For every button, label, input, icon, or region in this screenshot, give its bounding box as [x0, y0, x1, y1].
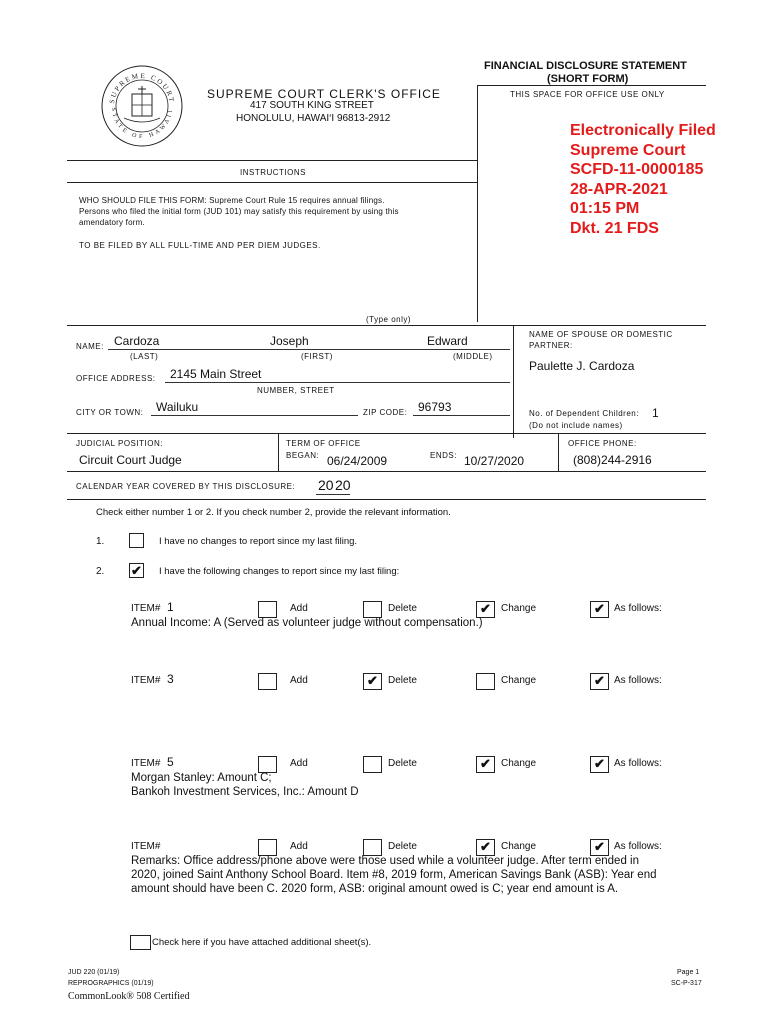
office-phone-label: OFFICE PHONE:: [568, 439, 637, 448]
instructions-top-border: [67, 160, 477, 161]
delete-checkbox[interactable]: [363, 756, 382, 773]
as-follows-checkbox[interactable]: ✔: [590, 756, 609, 773]
city-label: CITY OR TOWN:: [76, 408, 144, 417]
item-number[interactable]: 3: [167, 672, 174, 686]
add-checkbox[interactable]: [258, 756, 277, 773]
judicial-position-label: JUDICIAL POSITION:: [76, 439, 163, 448]
middle-caption: (MIDDLE): [453, 352, 493, 361]
as-follows-checkbox[interactable]: ✔: [590, 839, 609, 856]
delete-label: Delete: [388, 758, 417, 769]
supreme-court-seal: [100, 64, 184, 148]
as-follows-checkbox[interactable]: ✔: [590, 673, 609, 690]
phone-column-border: [558, 433, 559, 471]
office-use-label: THIS SPACE FOR OFFICE USE ONLY: [510, 90, 665, 99]
delete-checkbox[interactable]: ✔: [363, 673, 382, 690]
as-follows-label: As follows:: [614, 603, 662, 614]
office-address-line2: HONOLULU, HAWAI‘I 96813-2912: [236, 113, 391, 124]
first-caption: (FIRST): [301, 352, 333, 361]
who-should-file-line2: Persons who filed the initial form (JUD 101) may satisfy this requirement by using this: [79, 207, 399, 216]
office-phone-value[interactable]: (808)244-2916: [573, 453, 652, 467]
no-changes-label: I have no changes to report since my last filing.: [159, 536, 358, 547]
item-description-line[interactable]: Remarks: Office address/phone above were those used while a volunteer judge. After term ended in: [131, 855, 639, 867]
form-subtitle: (SHORT FORM): [547, 73, 629, 85]
electronic-filing-stamp: [570, 121, 716, 238]
name-label: NAME:: [76, 342, 104, 351]
attached-sheets-checkbox[interactable]: [130, 935, 151, 950]
ends-value[interactable]: 10/27/2020: [464, 454, 525, 468]
office-address-line1: 417 SOUTH KING STREET: [250, 100, 374, 111]
city-value[interactable]: Wailuku: [156, 400, 199, 414]
stamp-line: SCFD-11-0000185: [570, 161, 704, 178]
delete-checkbox[interactable]: [363, 601, 382, 618]
seal-top-text: SUPREME COURT: [108, 71, 176, 105]
instructions-divider: [67, 182, 477, 183]
office-name: SUPREME COURT CLERK'S OFFICE: [207, 87, 441, 101]
item-label: ITEM#: [131, 603, 161, 614]
position-section-border: [67, 433, 706, 434]
has-changes-checkbox[interactable]: ✔: [129, 563, 144, 578]
office-address-underline: [165, 382, 510, 383]
first-name-value[interactable]: Joseph: [270, 334, 309, 348]
zip-label: ZIP CODE:: [363, 408, 408, 417]
add-label: Add: [290, 603, 308, 614]
change-checkbox[interactable]: ✔: [476, 839, 495, 856]
who-should-file-line3: amendatory form.: [79, 218, 145, 227]
calendar-year-underline: [316, 494, 350, 495]
calendar-year-value[interactable]: 20: [335, 477, 351, 493]
judicial-position-value[interactable]: Circuit Court Judge: [79, 453, 182, 467]
item-label: ITEM#: [131, 758, 161, 769]
delete-label: Delete: [388, 841, 417, 852]
accessibility-certification: CommonLook® 508 Certified: [68, 991, 190, 1002]
dependents-label: No. of Dependent Children:: [529, 409, 639, 418]
item-number[interactable]: 1: [167, 600, 174, 614]
office-address-label: OFFICE ADDRESS:: [76, 374, 156, 383]
began-label: BEGAN:: [286, 451, 320, 460]
instructions-heading: INSTRUCTIONS: [240, 168, 306, 177]
who-should-file-line1: WHO SHOULD FILE THIS FORM: Supreme Court Rule 15 requires annual filings.: [79, 196, 385, 205]
form-code: SC-P-317: [671, 980, 702, 987]
item-description-line[interactable]: Morgan Stanley: Amount C;: [131, 772, 272, 784]
change-checkbox[interactable]: [476, 673, 495, 690]
change-label: Change: [501, 675, 537, 686]
changes-section-border: [67, 499, 706, 500]
stamp-line: 28-APR-2021: [570, 180, 668, 198]
change-label: Change: [501, 841, 537, 852]
type-only-note: (Type only): [366, 315, 412, 324]
spouse-name-value[interactable]: Paulette J. Cardoza: [529, 359, 635, 373]
has-changes-label: I have the following changes to report since my last filing:: [159, 566, 400, 577]
change-checkbox[interactable]: ✔: [476, 756, 495, 773]
last-name-value[interactable]: Cardoza: [114, 334, 160, 348]
spouse-column-border: [513, 325, 514, 438]
add-label: Add: [290, 758, 308, 769]
seal-bottom-text: STATE OF HAWAII: [109, 107, 175, 141]
item-description-line[interactable]: Annual Income: A (Served as volunteer judge without compensation.): [131, 617, 483, 629]
delete-label: Delete: [388, 603, 417, 614]
form-title: FINANCIAL DISCLOSURE STATEMENT: [484, 60, 687, 72]
office-use-left-border: [477, 85, 478, 322]
as-follows-label: As follows:: [614, 841, 662, 852]
term-of-office-label: TERM OF OFFICE: [286, 439, 361, 448]
add-label: Add: [290, 675, 308, 686]
office-use-top-border: [477, 85, 706, 86]
zip-value[interactable]: 96793: [418, 400, 452, 414]
spouse-label-line1: NAME OF SPOUSE OR DOMESTIC: [529, 330, 673, 339]
middle-name-value[interactable]: Edward: [427, 334, 468, 348]
attached-sheets-label: Check here if you have attached additional sheet(s).: [152, 937, 372, 948]
item-label: ITEM#: [131, 675, 161, 686]
calendar-year-prefix: 20: [318, 477, 334, 493]
page-number: Page 1: [677, 969, 700, 976]
as-follows-label: As follows:: [614, 675, 662, 686]
change-label: Change: [501, 603, 537, 614]
as-follows-checkbox[interactable]: ✔: [590, 601, 609, 618]
option2-number: 2.: [96, 566, 105, 577]
personal-section-border: [67, 325, 706, 326]
stamp-line: Electronically Filed: [570, 122, 716, 139]
delete-label: Delete: [388, 675, 417, 686]
zip-underline: [413, 415, 510, 416]
calendar-section-border: [67, 471, 706, 472]
no-changes-checkbox[interactable]: [129, 533, 144, 548]
reprographics-note: REPROGRAPHICS (01/19): [68, 980, 154, 987]
change-label: Change: [501, 758, 537, 769]
item-description-line[interactable]: amount should have been C. 2020 form, ASB: original amount owed is C; year end amount is A.: [131, 883, 619, 895]
began-value[interactable]: 06/24/2009: [327, 454, 388, 468]
item-label: ITEM#: [131, 841, 161, 852]
add-checkbox[interactable]: [258, 673, 277, 690]
office-address-value[interactable]: 2145 Main Street: [170, 367, 262, 381]
item-description-line[interactable]: Bankoh Investment Services, Inc.: Amount D: [131, 786, 359, 798]
form-id: JUD 220 (01/19): [68, 969, 120, 976]
ends-label: ENDS:: [430, 451, 457, 460]
dependents-note: (Do not include names): [529, 421, 623, 430]
check-instruction: Check either number 1 or 2. If you check number 2, provide the relevant information.: [96, 507, 451, 518]
stamp-line: Supreme Court: [570, 141, 686, 159]
calendar-year-label: CALENDAR YEAR COVERED BY THIS DISCLOSURE:: [76, 482, 296, 491]
stamp-line: 01:15 PM: [570, 200, 640, 217]
add-checkbox[interactable]: [258, 601, 277, 618]
last-caption: (LAST): [130, 352, 159, 361]
spouse-label-line2: PARTNER:: [529, 341, 573, 350]
number-street-caption: NUMBER, STREET: [257, 386, 335, 395]
as-follows-label: As follows:: [614, 758, 662, 769]
city-underline: [151, 415, 358, 416]
stamp-line: Dkt. 21 FDS: [570, 219, 659, 237]
delete-checkbox[interactable]: [363, 839, 382, 856]
filed-by-note: TO BE FILED BY ALL FULL-TIME AND PER DIEM JUDGES.: [79, 241, 321, 250]
add-label: Add: [290, 841, 308, 852]
name-underline: [108, 349, 510, 350]
item-number[interactable]: 5: [167, 755, 174, 769]
dependents-value[interactable]: 1: [652, 406, 659, 420]
item-description-line[interactable]: 2020, joined Saint Anthony School Board. Item #8, 2019 form, American Savings Bank (ASB): Year end: [131, 869, 657, 881]
change-checkbox[interactable]: ✔: [476, 601, 495, 618]
add-checkbox[interactable]: [258, 839, 277, 856]
term-column-border: [278, 433, 279, 471]
option1-number: 1.: [96, 536, 105, 547]
